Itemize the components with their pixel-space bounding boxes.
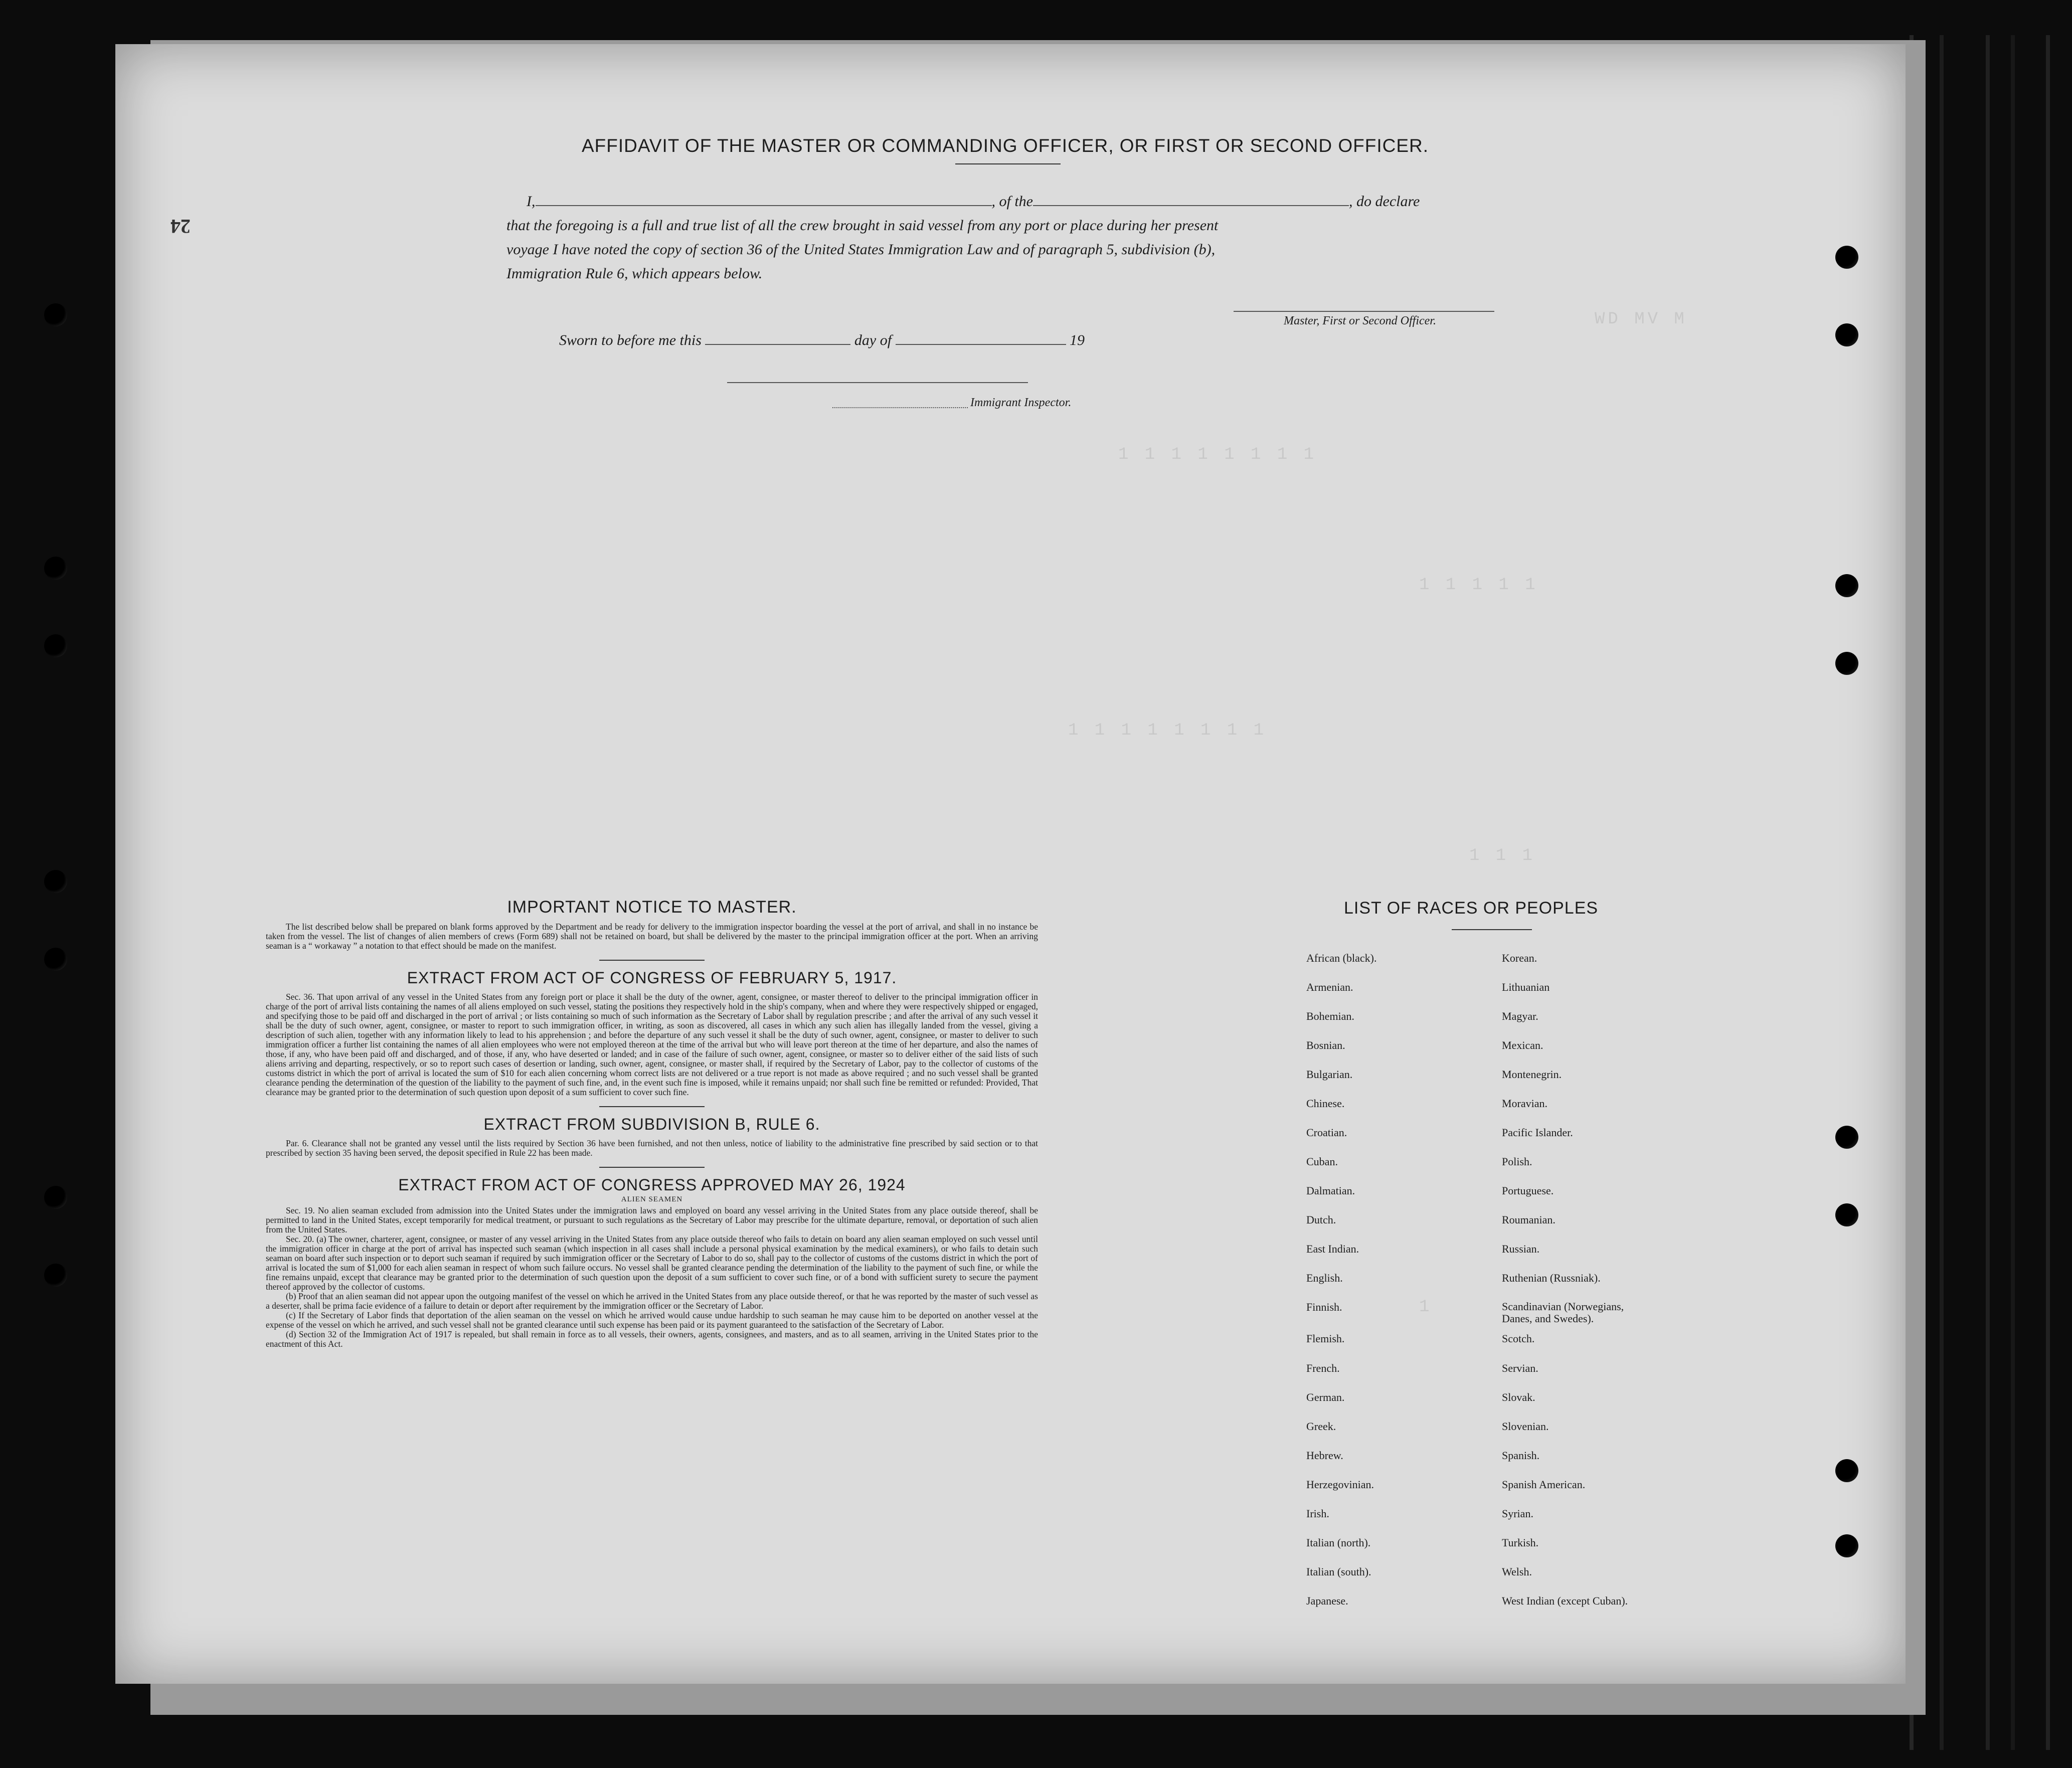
signature-line[interactable] (1234, 311, 1494, 312)
race-item: Polish. (1502, 1155, 1532, 1168)
signature-label: Master, First or Second Officer. (1284, 314, 1436, 327)
punch-hole (44, 870, 67, 893)
extract-1924-title: EXTRACT FROM ACT OF CONGRESS APPROVED MAY 26, 1924 (398, 1176, 906, 1194)
race-item: Russian. (1502, 1243, 1540, 1255)
race-item: Welsh. (1502, 1565, 1532, 1578)
race-item: Roumanian. (1502, 1213, 1556, 1226)
race-item: Italian (north). (1306, 1536, 1371, 1549)
punch-hole (1835, 1203, 1858, 1226)
race-item: Magyar. (1502, 1010, 1538, 1022)
year-label: 19 (1070, 332, 1085, 348)
affidavit-line-3: voyage I have noted the copy of section 36 of the United States Immigration Law and of paragraph 5, subdivision (b), (506, 241, 1216, 258)
sworn-label: Sworn to before me this (559, 332, 702, 348)
punch-hole (1835, 1126, 1858, 1149)
affidavit-line-4: Immigration Rule 6, which appears below. (506, 265, 763, 282)
race-item: Hebrew. (1306, 1449, 1343, 1462)
race-item: Ruthenian (Russniak). (1502, 1272, 1601, 1284)
race-item: Dutch. (1306, 1213, 1336, 1226)
race-item: Scandinavian (Norwegians, Danes, and Swedes). (1502, 1300, 1624, 1325)
race-item: Portuguese. (1502, 1184, 1554, 1197)
extract-1924-subtitle: ALIEN SEAMEN (621, 1195, 683, 1203)
name-blank[interactable] (536, 205, 992, 206)
race-item: Spanish American. (1502, 1478, 1586, 1491)
punch-hole (1835, 1459, 1858, 1482)
race-item: Slovak. (1502, 1391, 1535, 1403)
punch-hole (1835, 652, 1858, 675)
race-item: Croatian. (1306, 1126, 1347, 1139)
race-item: Dalmatian. (1306, 1184, 1355, 1197)
affidavit-line-2: that the foregoing is a full and true list of all the crew brought in said vessel from any port or place during her present (506, 217, 1219, 234)
sworn-month-blank[interactable] (896, 344, 1066, 345)
race-item: Cuban. (1306, 1155, 1338, 1168)
notice-section (266, 898, 1038, 1349)
race-item: Armenian. (1306, 981, 1353, 993)
vessel-blank[interactable] (1033, 205, 1349, 206)
race-item: Scotch. (1502, 1332, 1535, 1345)
affidavit-title: AFFIDAVIT OF THE MASTER OR COMMANDING OFFICER, OR FIRST OR SECOND OFFICER. (582, 135, 1429, 156)
affidavit-line-1 (506, 190, 1509, 214)
punch-hole (1835, 323, 1858, 346)
extract-1917-title: EXTRACT FROM ACT OF CONGRESS OF FEBRUARY 5, 1917. (407, 969, 897, 987)
inspector-label: Immigrant Inspector. (970, 396, 1072, 409)
of-the-label: , of the (991, 193, 1033, 210)
extract-1917-text: Sec. 36. That upon arrival of any vessel in the United States from any foreign port or place it shall be the duty of the owner, agent, consignee, or master thereof to deliver to the principal immigration officer in charge of the port of arrival lists containing the names of all aliens employed on such vessel, stating the positions they respectively hold in the ship's company, when and where they were respectively shipped or engaged, and specifying those to be paid off and discharged in the port of arrival ; or lists containing so much of such information as the Secretary of Labor shall by regulation prescribe ; and after the arrival of any such vessel it shall be the duty of such owner, agent, consignee, or master to report to such immigration officer, in writing, as soon as discovered, all cases in which any such alien has illegally landed from the vessel, giving a description of such alien, together with any information likely to lead to his apprehension ; and before the departure of any such vessel it shall be the duty of such owner, agent, consignee, or master to deliver to such immigration officer a further list containing the names of all alien employees who were not employed thereon at the time of the arrival but who will leave port thereon at the time of her departure, and also the names of those, if any, who have been paid off and discharged, and of those, if any, who have deserted or landed; and in case of the failure of such owner, agent, consignee, or master so to deliver either of the said lists of such aliens arriving and departing, respectively, or so to report such cases of desertion or landing, such owner, agent, consignee, or master shall, if required by the Secretary of Labor, pay to the collector of customs of the customs district in which the port of arrival is located the sum of $10 for each alien concerning whom correct lists are not delivered or a true report is not made as above required ; and no such vessel shall be granted clearance pending the determination of the question of the liability to the payment of such fine, and, in the event such fine is imposed, while it remains unpaid; nor shall such fine be remitted or refunded: Provided, That clearance may be granted prior to the determination of such question upon deposit of a sum sufficient to cover such fine. (266, 992, 1038, 1097)
inspector-line (727, 382, 1028, 383)
divider (599, 1167, 705, 1168)
extract-1924-paragraph: Sec. 20. (a) The owner, charterer, agent, consignee, or master of any vessel arriving in the United States from any place outside thereof who fails to detain on board any alien seaman employed on such vessel until the immigration officer in charge at the port of arrival has inspected such seaman (which inspection in all cases shall include a personal physical examination by the medical examiners), or who fails to detain such seaman on board after such inspection or to deport such seaman if required by such immigration officer or the Secretary of Labor to do so, shall pay to the collector of customs of the customs district in which the port of arrival is located the sum of $1,000 for each alien seaman in respect of whom such failure occurs. No vessel shall be granted clearance pending the determination of the liability to the payment of such fine, or while the fine remains unpaid, except that clearance may be granted prior to the determination of such question upon the deposit of a sum sufficient to cover such fine, or of a bond with sufficient surety to secure the payment thereof approved by the collector of customs. (266, 1234, 1038, 1292)
page-number: 24 (170, 215, 191, 238)
race-item: Japanese. (1306, 1595, 1348, 1607)
race-item: Bulgarian. (1306, 1068, 1353, 1081)
race-item: Montenegrin. (1502, 1068, 1562, 1081)
race-item: Lithuanian (1502, 981, 1550, 993)
punch-hole (1835, 574, 1858, 597)
race-item: French. (1306, 1362, 1340, 1374)
race-item: East Indian. (1306, 1243, 1359, 1255)
race-item: Chinese. (1306, 1097, 1345, 1110)
race-item: English. (1306, 1272, 1343, 1284)
race-item: Finnish. (1306, 1301, 1342, 1313)
race-item: Greek. (1306, 1420, 1336, 1433)
i-label: I, (527, 193, 536, 210)
race-item: Servian. (1502, 1362, 1538, 1374)
notice-title: IMPORTANT NOTICE TO MASTER. (507, 898, 797, 917)
affidavit-body (506, 190, 1509, 286)
race-item: German. (1306, 1391, 1345, 1403)
extract-1924-paragraph: (d) Section 32 of the Immigration Act of 1917 is repealed, but shall remain in force as to all vessels, their owners, agents, consignees, and masters, and as to all seamen, arriving in the United States prior to the enactment of this Act. (266, 1329, 1038, 1349)
race-item: Flemish. (1306, 1332, 1345, 1345)
punch-hole (44, 634, 67, 657)
sworn-line (559, 332, 1085, 349)
punch-hole (1835, 1534, 1858, 1557)
day-of-label: day of (854, 332, 892, 348)
race-item: Irish. (1306, 1507, 1329, 1520)
punch-hole (44, 303, 67, 326)
title-rule (955, 163, 1061, 164)
race-item: Moravian. (1502, 1097, 1548, 1110)
race-item: Herzegovinian. (1306, 1478, 1374, 1491)
sworn-day-blank[interactable] (705, 344, 850, 345)
race-item: Bohemian. (1306, 1010, 1354, 1022)
divider (599, 1106, 705, 1107)
races-title: LIST OF RACES OR PEOPLES (1344, 899, 1599, 918)
race-item: Slovenian. (1502, 1420, 1549, 1433)
race-item: African (black). (1306, 952, 1377, 964)
extract-1924-paragraph: (c) If the Secretary of Labor finds that deportation of the alien seaman on the vessel on which he arrived would cause undue hardship to such seaman he may cause him to be deported on another vessel at the expense of the vessel on which he arrived, and such vessel shall not be granted clearance until such expense has been paid or its payment guaranteed to the satisfaction of the Secretary of Labor. (266, 1310, 1038, 1330)
race-item: Bosnian. (1306, 1039, 1345, 1051)
document-page: WD MV M 1 1 1 1 1 1 1 1 1 1 1 1 1 1 1 1 1 1 1 1 1 1 1 1 1 (115, 44, 1906, 1684)
notice-text: The list described below shall be prepared on blank forms approved by the Department and be ready for delivery to the immigration inspector boarding the vessel at the port of arrival, and shall in no instance be taken from the vessel. The list of changes of alien members of crews (Form 689) shall not be retained on board, but shall be delivered by the master to the principal immigration officer at the port. When an arriving seaman is a “ workaway ” a notation to that effect should be made on the manifest. (266, 922, 1038, 951)
races-rule (1452, 929, 1532, 930)
race-item: Korean. (1502, 952, 1537, 964)
race-item: Syrian. (1502, 1507, 1533, 1520)
punch-hole (44, 1264, 67, 1287)
rule-6-title: EXTRACT FROM SUBDIVISION B, RULE 6. (483, 1115, 820, 1133)
race-item: Turkish. (1502, 1536, 1539, 1549)
rule-6-text: Par. 6. Clearance shall not be granted any vessel until the lists required by Section 36 have been furnished, and not then unless, notice of liability to the administrative fine prescribed by said section or to that prescribed by section 35 having been served, the deposit specified in Rule 22 has been made. (266, 1138, 1038, 1158)
punch-hole (44, 948, 67, 971)
punch-hole (44, 557, 67, 580)
extract-1924-paragraph: (b) Proof that an alien seaman did not appear upon the outgoing manifest of the vessel on which he arrived in the United States from any place outside thereof, or that he was reported by the master of such vessel as a deserter, shall be prima facie evidence of a failure to detain or deport after requirement by the immigration officer or the Secretary of Labor. (266, 1291, 1038, 1311)
punch-hole (1835, 246, 1858, 269)
race-item: Mexican. (1502, 1039, 1543, 1051)
extract-1924-paragraph: Sec. 19. No alien seaman excluded from admission into the United States under the immigration laws and employed on board any vessel arriving in the United States from any place outside thereof, shall be permitted to land in the United States, except temporarily for medical treatment, or pursuant to such regulations as the Secretary of Labor may prescribe for the ultimate departure, removal, or deportation of such alien from the United States. (266, 1205, 1038, 1234)
race-item: Spanish. (1502, 1449, 1540, 1462)
do-declare-label: , do declare (1349, 193, 1420, 210)
race-item: Pacific Islander. (1502, 1126, 1573, 1139)
race-item: Italian (south). (1306, 1565, 1371, 1578)
race-item: West Indian (except Cuban). (1502, 1595, 1628, 1607)
divider (599, 960, 705, 961)
punch-hole (44, 1186, 67, 1209)
inspector-signature-line[interactable] (832, 407, 968, 408)
